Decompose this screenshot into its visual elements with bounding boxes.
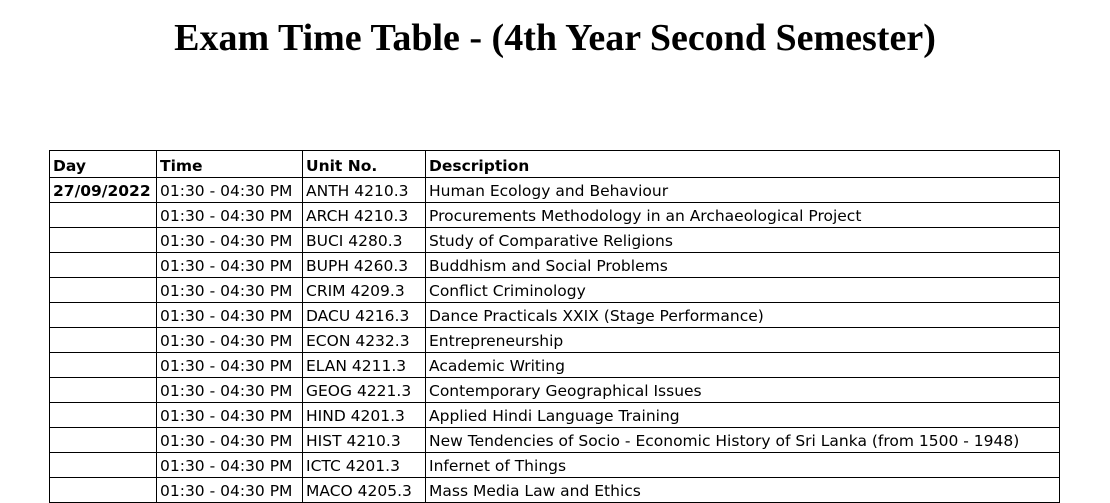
cell-description: Study of Comparative Religions	[426, 228, 1060, 253]
cell-unit-no: BUPH 4260.3	[303, 253, 426, 278]
cell-unit-no: ANTH 4210.3	[303, 178, 426, 203]
cell-time: 01:30 - 04:30 PM	[157, 453, 303, 478]
cell-time: 01:30 - 04:30 PM	[157, 178, 303, 203]
header-time: Time	[157, 151, 303, 178]
table-row	[50, 253, 1060, 278]
cell-description: Infernet of Things	[426, 453, 1060, 478]
cell-description: Applied Hindi Language Training	[426, 403, 1060, 428]
cell-unit-no: HIND 4201.3	[303, 403, 426, 428]
table-row	[50, 403, 1060, 428]
cell-unit-no: DACU 4216.3	[303, 303, 426, 328]
table-row	[50, 203, 1060, 228]
table-row	[50, 478, 1060, 503]
cell-description: Human Ecology and Behaviour	[426, 178, 1060, 203]
cell-unit-no: ICTC 4201.3	[303, 453, 426, 478]
cell-unit-no: CRIM 4209.3	[303, 278, 426, 303]
table-header-row	[50, 151, 1060, 178]
cell-time: 01:30 - 04:30 PM	[157, 328, 303, 353]
cell-day	[50, 228, 157, 253]
page-title: Exam Time Table - (4th Year Second Semester)	[174, 17, 936, 59]
cell-unit-no: ARCH 4210.3	[303, 203, 426, 228]
cell-unit-no: GEOG 4221.3	[303, 378, 426, 403]
cell-day	[50, 428, 157, 453]
cell-time: 01:30 - 04:30 PM	[157, 303, 303, 328]
table-row	[50, 328, 1060, 353]
cell-description: Conflict Criminology	[426, 278, 1060, 303]
cell-description: Buddhism and Social Problems	[426, 253, 1060, 278]
cell-unit-no: HIST 4210.3	[303, 428, 426, 453]
table-row	[50, 353, 1060, 378]
cell-description: New Tendencies of Socio - Economic History of Sri Lanka (from 1500 - 1948)	[426, 428, 1060, 453]
cell-unit-no: ECON 4232.3	[303, 328, 426, 353]
table-row	[50, 278, 1060, 303]
cell-description: Mass Media Law and Ethics	[426, 478, 1060, 503]
header-day: Day	[50, 151, 157, 178]
cell-day	[50, 203, 157, 228]
header-unit-no: Unit No.	[303, 151, 426, 178]
cell-time: 01:30 - 04:30 PM	[157, 353, 303, 378]
table-row	[50, 228, 1060, 253]
table-row	[50, 453, 1060, 478]
cell-time: 01:30 - 04:30 PM	[157, 428, 303, 453]
exam-timetable	[49, 150, 1060, 503]
cell-day	[50, 328, 157, 353]
cell-description: Dance Practicals XXIX (Stage Performance)	[426, 303, 1060, 328]
table-row	[50, 178, 1060, 203]
table-row	[50, 303, 1060, 328]
cell-day: 27/09/2022	[50, 178, 157, 203]
cell-description: Contemporary Geographical Issues	[426, 378, 1060, 403]
cell-unit-no: BUCI 4280.3	[303, 228, 426, 253]
cell-day	[50, 478, 157, 503]
cell-day	[50, 303, 157, 328]
cell-time: 01:30 - 04:30 PM	[157, 478, 303, 503]
cell-time: 01:30 - 04:30 PM	[157, 403, 303, 428]
cell-day	[50, 353, 157, 378]
cell-day	[50, 403, 157, 428]
table-row	[50, 428, 1060, 453]
cell-unit-no: ELAN 4211.3	[303, 353, 426, 378]
cell-time: 01:30 - 04:30 PM	[157, 378, 303, 403]
header-description: Description	[426, 151, 1060, 178]
cell-time: 01:30 - 04:30 PM	[157, 278, 303, 303]
cell-description: Entrepreneurship	[426, 328, 1060, 353]
cell-description: Academic Writing	[426, 353, 1060, 378]
cell-day	[50, 378, 157, 403]
cell-day	[50, 453, 157, 478]
cell-time: 01:30 - 04:30 PM	[157, 203, 303, 228]
cell-time: 01:30 - 04:30 PM	[157, 253, 303, 278]
cell-unit-no: MACO 4205.3	[303, 478, 426, 503]
cell-day	[50, 278, 157, 303]
cell-day	[50, 253, 157, 278]
cell-description: Procurements Methodology in an Archaeological Project	[426, 203, 1060, 228]
table-row	[50, 378, 1060, 403]
cell-time: 01:30 - 04:30 PM	[157, 228, 303, 253]
